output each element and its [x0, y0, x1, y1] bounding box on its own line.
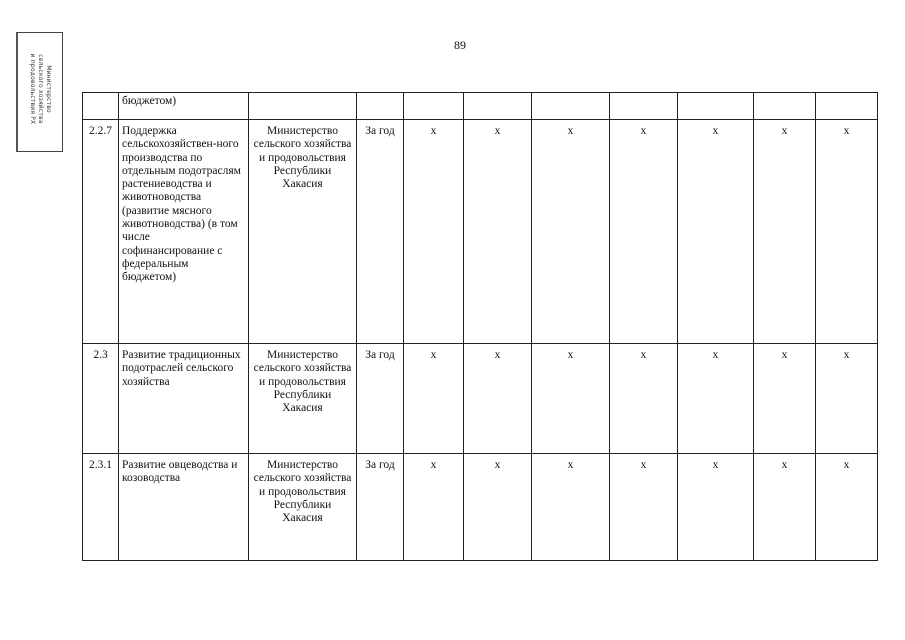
cell-value: x	[816, 454, 878, 561]
cell-name: Поддержка сельскохозяйствен-ного производства по отдельным подотраслям растениеводства и животноводства (развитие мясного животноводства) (в том числе софинансирование с федеральным бюджетом)	[119, 120, 249, 344]
cell-name: Развитие овцеводства и козоводства	[119, 454, 249, 561]
cell-number	[83, 93, 119, 120]
cell-value: x	[464, 344, 532, 454]
stamp-line: сельского хозяйства	[37, 54, 44, 124]
cell-value: x	[610, 454, 678, 561]
cell-value	[678, 93, 754, 120]
cell-value	[404, 93, 464, 120]
cell-value: x	[754, 120, 816, 344]
stamp-line: Министерство	[45, 65, 52, 113]
cell-organization: Министерство сельского хозяйства и продовольствия Республики Хакасия	[249, 344, 357, 454]
cell-value: x	[532, 344, 610, 454]
cell-value: x	[610, 120, 678, 344]
cell-value: x	[404, 120, 464, 344]
cell-value: x	[404, 454, 464, 561]
cell-value: x	[678, 454, 754, 561]
cell-period: За год	[357, 344, 404, 454]
cell-value: x	[816, 344, 878, 454]
cell-period	[357, 93, 404, 120]
cell-value: x	[532, 120, 610, 344]
cell-value: x	[464, 120, 532, 344]
cell-name: бюджетом)	[119, 93, 249, 120]
cell-organization	[249, 93, 357, 120]
page-number: 89	[454, 38, 466, 52]
cell-value: x	[404, 344, 464, 454]
table-row	[83, 93, 878, 120]
table-row	[83, 120, 878, 344]
cell-value: x	[532, 454, 610, 561]
cell-value: x	[754, 454, 816, 561]
cell-value	[816, 93, 878, 120]
cell-value: x	[610, 344, 678, 454]
cell-value: x	[678, 120, 754, 344]
stamp-line: и продовольствия РХ	[29, 53, 36, 125]
cell-value	[464, 93, 532, 120]
cell-number: 2.2.7	[83, 120, 119, 344]
cell-value	[754, 93, 816, 120]
cell-period: За год	[357, 454, 404, 561]
cell-value	[532, 93, 610, 120]
program-table	[82, 92, 878, 561]
cell-value: x	[816, 120, 878, 344]
stamp-text	[28, 27, 52, 151]
registration-stamp	[16, 32, 63, 152]
cell-organization: Министерство сельского хозяйства и продовольствия Республики Хакасия	[249, 454, 357, 561]
cell-number: 2.3.1	[83, 454, 119, 561]
cell-number: 2.3	[83, 344, 119, 454]
cell-organization: Министерство сельского хозяйства и продовольствия Республики Хакасия	[249, 120, 357, 344]
cell-value: x	[678, 344, 754, 454]
cell-period: За год	[357, 120, 404, 344]
cell-value	[610, 93, 678, 120]
cell-value: x	[464, 454, 532, 561]
cell-name: Развитие традиционных подотраслей сельского хозяйства	[119, 344, 249, 454]
table-row	[83, 344, 878, 454]
table-row	[83, 454, 878, 561]
cell-value: x	[754, 344, 816, 454]
